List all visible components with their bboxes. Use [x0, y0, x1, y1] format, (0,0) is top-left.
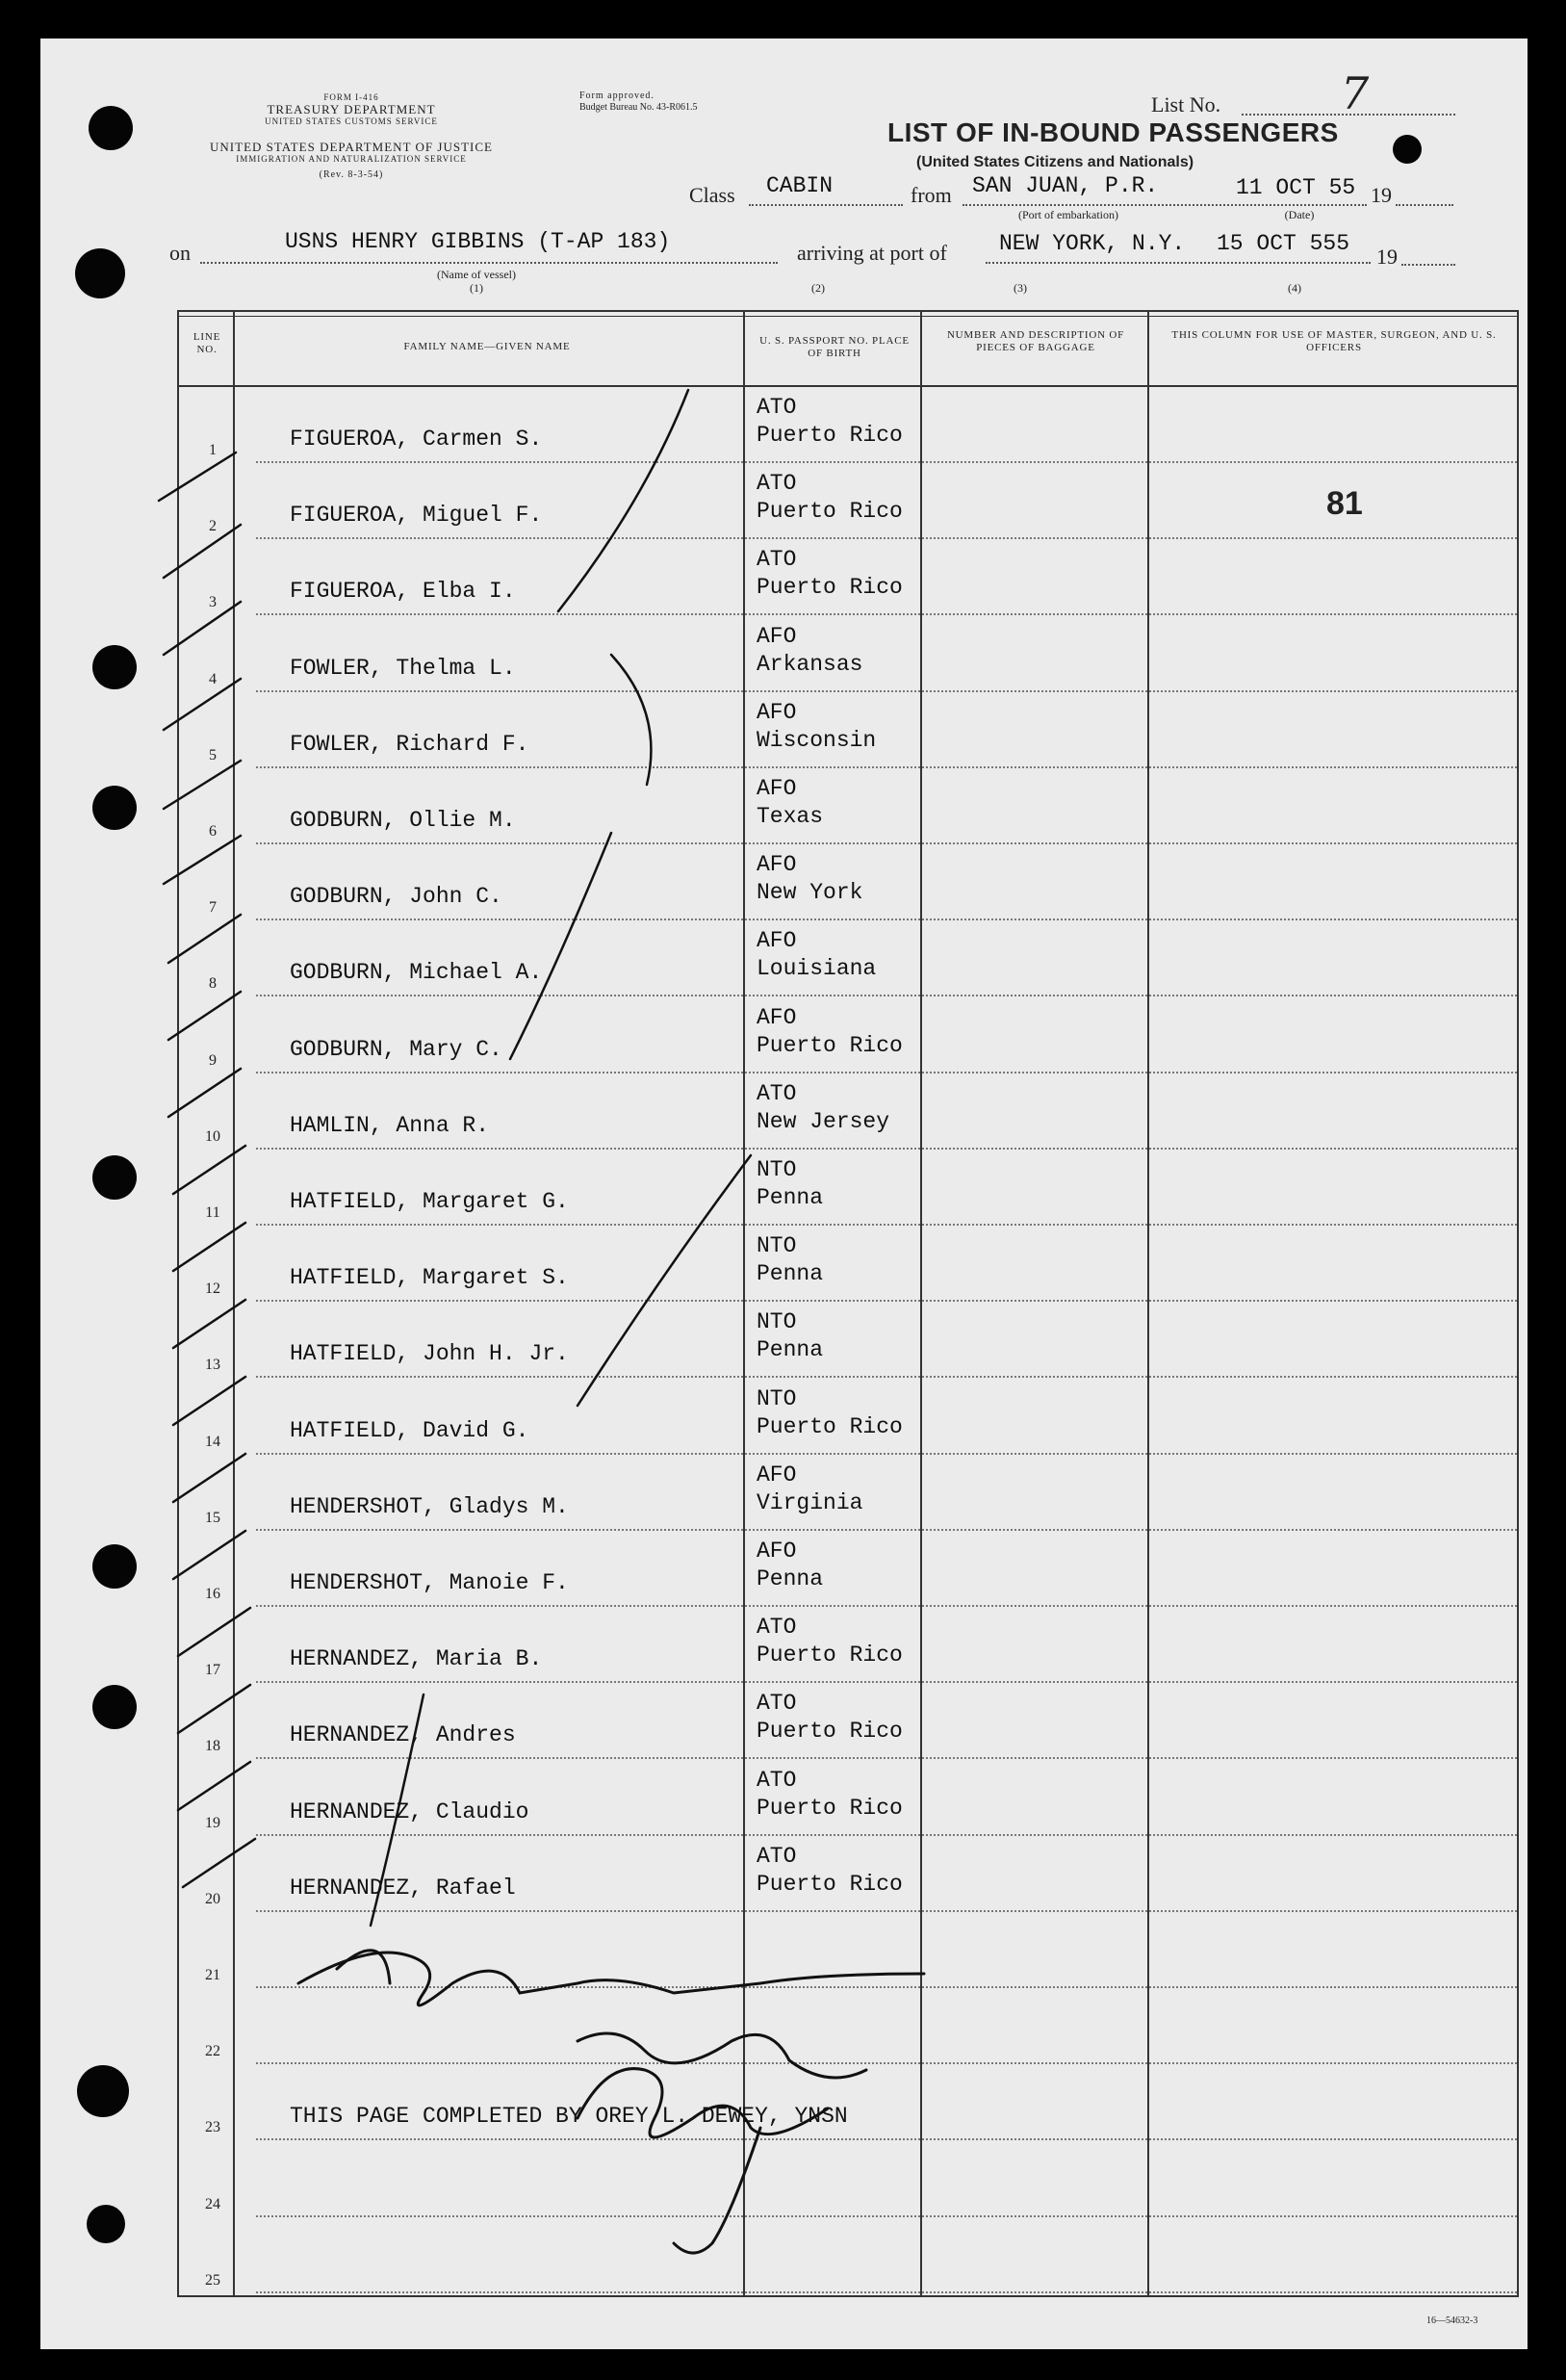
port-of-embarkation: SAN JUAN, P.R.: [972, 173, 1159, 198]
passenger-name: HATFIELD, David G.: [290, 1417, 529, 1443]
form-approved: Form approved.: [579, 91, 655, 101]
line-number: 4: [209, 670, 217, 687]
line-number: 15: [205, 1509, 220, 1526]
line-number: 3: [209, 594, 217, 611]
passenger-name: HATFIELD, Margaret G.: [290, 1189, 569, 1214]
caption-1: (1): [470, 281, 483, 295]
passenger-name: HERNANDEZ, Andres: [290, 1722, 516, 1748]
col-header-passport: U. S. PASSPORT NO. PLACE OF BIRTH: [759, 335, 910, 359]
passport-code: NTO: [757, 1309, 797, 1335]
line-number: 1: [209, 442, 217, 458]
passport-code: ATO: [757, 1080, 797, 1106]
passenger-name: HERNANDEZ, Maria B.: [290, 1646, 543, 1672]
passenger-name: FIGUEROA, Miguel F.: [290, 503, 543, 529]
line-number: 6: [209, 823, 217, 840]
place-of-birth: Virginia: [757, 1489, 863, 1515]
pen-stroke: [578, 1155, 751, 1406]
passenger-name: HATFIELD, Margaret S.: [290, 1265, 569, 1291]
place-of-birth: Puerto Rico: [757, 1032, 903, 1058]
passport-code: ATO: [757, 1767, 797, 1793]
place-of-birth: Penna: [757, 1566, 824, 1591]
port-embarkation-caption: (Port of embarkation): [1018, 208, 1118, 221]
departure-date: 11 OCT 55: [1236, 175, 1356, 200]
pen-stroke: [611, 655, 651, 785]
passport-code: NTO: [757, 1157, 797, 1182]
form-footer-code: 16—54632-3: [1426, 2315, 1478, 2326]
line-number: 13: [205, 1357, 220, 1374]
arriving-label: arriving at port of: [797, 241, 947, 265]
form-number: FORM I-416: [323, 92, 379, 102]
caption-4: (4): [1288, 281, 1301, 295]
passenger-name: HENDERSHOT, Manoie F.: [290, 1570, 569, 1595]
passport-code: ATO: [757, 547, 797, 573]
line-number: 2: [209, 518, 217, 535]
line-number: 22: [205, 2043, 220, 2060]
passenger-name: HERNANDEZ, Rafael: [290, 1875, 516, 1901]
passenger-name: THIS PAGE COMPLETED BY OREY L. DEWEY, YNSN: [290, 2104, 848, 2130]
place-of-birth: Penna: [757, 1261, 824, 1287]
passport-code: AFO: [757, 699, 797, 725]
line-number: 11: [205, 1204, 220, 1221]
place-of-birth: New York: [757, 880, 863, 906]
line-number: 21: [205, 1967, 220, 1983]
page-title: LIST OF IN-BOUND PASSENGERS: [887, 117, 1339, 147]
service-label: UNITED STATES CUSTOMS SERVICE: [265, 116, 438, 126]
line-number: 10: [205, 1127, 220, 1145]
caption-2: (2): [811, 281, 825, 295]
port-of-arrival: NEW YORK, N.Y.: [999, 231, 1186, 256]
line-number: 8: [209, 975, 217, 993]
place-of-birth: Louisiana: [757, 956, 877, 982]
passenger-name: FIGUEROA, Carmen S.: [290, 427, 543, 452]
col-header-baggage: NUMBER AND DESCRIPTION OF PIECES OF BAGGAGE: [946, 329, 1125, 353]
year-prefix-2: 19: [1376, 245, 1398, 269]
list-no-value: 7: [1341, 67, 1370, 119]
col-header-official-use: THIS COLUMN FOR USE OF MASTER, SURGEON, AND U. S. OFFICERS: [1171, 329, 1497, 353]
class-value: CABIN: [766, 173, 834, 198]
place-of-birth: Puerto Rico: [757, 499, 903, 525]
line-number: 17: [205, 1662, 220, 1679]
passport-code: AFO: [757, 1462, 797, 1488]
place-of-birth: Wisconsin: [757, 727, 877, 753]
passport-code: ATO: [757, 1843, 797, 1869]
on-label: on: [169, 241, 191, 265]
arrival-date: 15 OCT 555: [1217, 231, 1350, 256]
revision-label: (Rev. 8-3-54): [319, 169, 384, 180]
line-number: 9: [209, 1051, 217, 1069]
pen-stroke: [371, 1694, 424, 1926]
col-header-name: FAMILY NAME—GIVEN NAME: [403, 341, 571, 352]
class-label: Class: [689, 183, 735, 207]
place-of-birth: Puerto Rico: [757, 423, 903, 448]
passenger-name: GODBURN, Ollie M.: [290, 808, 516, 833]
official-note: 81: [1326, 485, 1363, 522]
page-subtitle: (United States Citizens and Nationals): [916, 154, 1194, 170]
vessel-caption: (Name of vessel): [437, 268, 516, 281]
place-of-birth: New Jersey: [757, 1108, 890, 1134]
passenger-name: GODBURN, John C.: [290, 884, 502, 910]
place-of-birth: Puerto Rico: [757, 1643, 903, 1669]
place-of-birth: Puerto Rico: [757, 1795, 903, 1821]
place-of-birth: Puerto Rico: [757, 1871, 903, 1897]
passport-code: AFO: [757, 1539, 797, 1564]
passenger-name: HAMLIN, Anna R.: [290, 1112, 490, 1138]
place-of-birth: Puerto Rico: [757, 575, 903, 601]
line-number: 24: [205, 2195, 220, 2212]
passenger-name: GODBURN, Michael A.: [290, 960, 543, 986]
caption-3: (3): [1014, 281, 1027, 295]
doj-label: UNITED STATES DEPARTMENT OF JUSTICE: [210, 140, 493, 154]
place-of-birth: Penna: [757, 1337, 824, 1363]
passport-code: AFO: [757, 852, 797, 878]
signature: [298, 1951, 924, 2253]
year-prefix: 19: [1371, 183, 1392, 207]
line-number: 5: [209, 746, 217, 763]
passport-code: AFO: [757, 776, 797, 801]
vessel-name: USNS HENRY GIBBINS (T-AP 183): [285, 229, 671, 254]
passport-code: AFO: [757, 928, 797, 954]
passenger-name: FOWLER, Thelma L.: [290, 655, 516, 681]
pen-stroke: [510, 833, 611, 1059]
line-number: 25: [205, 2271, 220, 2289]
date-caption: (Date): [1284, 208, 1315, 221]
passenger-name: FOWLER, Richard F.: [290, 731, 529, 757]
passenger-name: FIGUEROA, Elba I.: [290, 579, 516, 605]
line-number: 19: [205, 1814, 220, 1831]
line-number: 14: [205, 1433, 220, 1450]
list-no-label: List No.: [1151, 92, 1221, 116]
pen-stroke: [558, 390, 688, 611]
passenger-name: GODBURN, Mary C.: [290, 1036, 502, 1062]
passenger-name: HERNANDEZ, Claudio: [290, 1798, 529, 1824]
col-header-line: LINE NO.: [193, 331, 221, 355]
passport-code: NTO: [757, 1233, 797, 1259]
department-label: TREASURY DEPARTMENT: [267, 102, 436, 116]
line-number: 12: [205, 1281, 220, 1298]
from-label: from: [911, 183, 952, 207]
place-of-birth: Penna: [757, 1185, 824, 1210]
passenger-name: HATFIELD, John H. Jr.: [290, 1341, 569, 1367]
passport-code: NTO: [757, 1385, 797, 1411]
line-number: 18: [205, 1738, 220, 1755]
place-of-birth: Puerto Rico: [757, 1719, 903, 1745]
line-number: 23: [205, 2119, 220, 2136]
passport-code: AFO: [757, 623, 797, 649]
place-of-birth: Puerto Rico: [757, 1413, 903, 1439]
ins-label: IMMIGRATION AND NATURALIZATION SERVICE: [236, 154, 467, 164]
passport-code: ATO: [757, 395, 797, 420]
line-number: 20: [205, 1890, 220, 1907]
passport-code: ATO: [757, 1615, 797, 1641]
passport-code: ATO: [757, 1691, 797, 1717]
passenger-name: HENDERSHOT, Gladys M.: [290, 1493, 569, 1519]
line-number: 16: [205, 1586, 220, 1602]
budget-bureau: Budget Bureau No. 43-R061.5: [579, 102, 698, 113]
passport-code: ATO: [757, 471, 797, 497]
passport-code: AFO: [757, 1004, 797, 1030]
place-of-birth: Arkansas: [757, 651, 863, 677]
line-number: 7: [209, 899, 217, 917]
place-of-birth: Texas: [757, 804, 824, 829]
